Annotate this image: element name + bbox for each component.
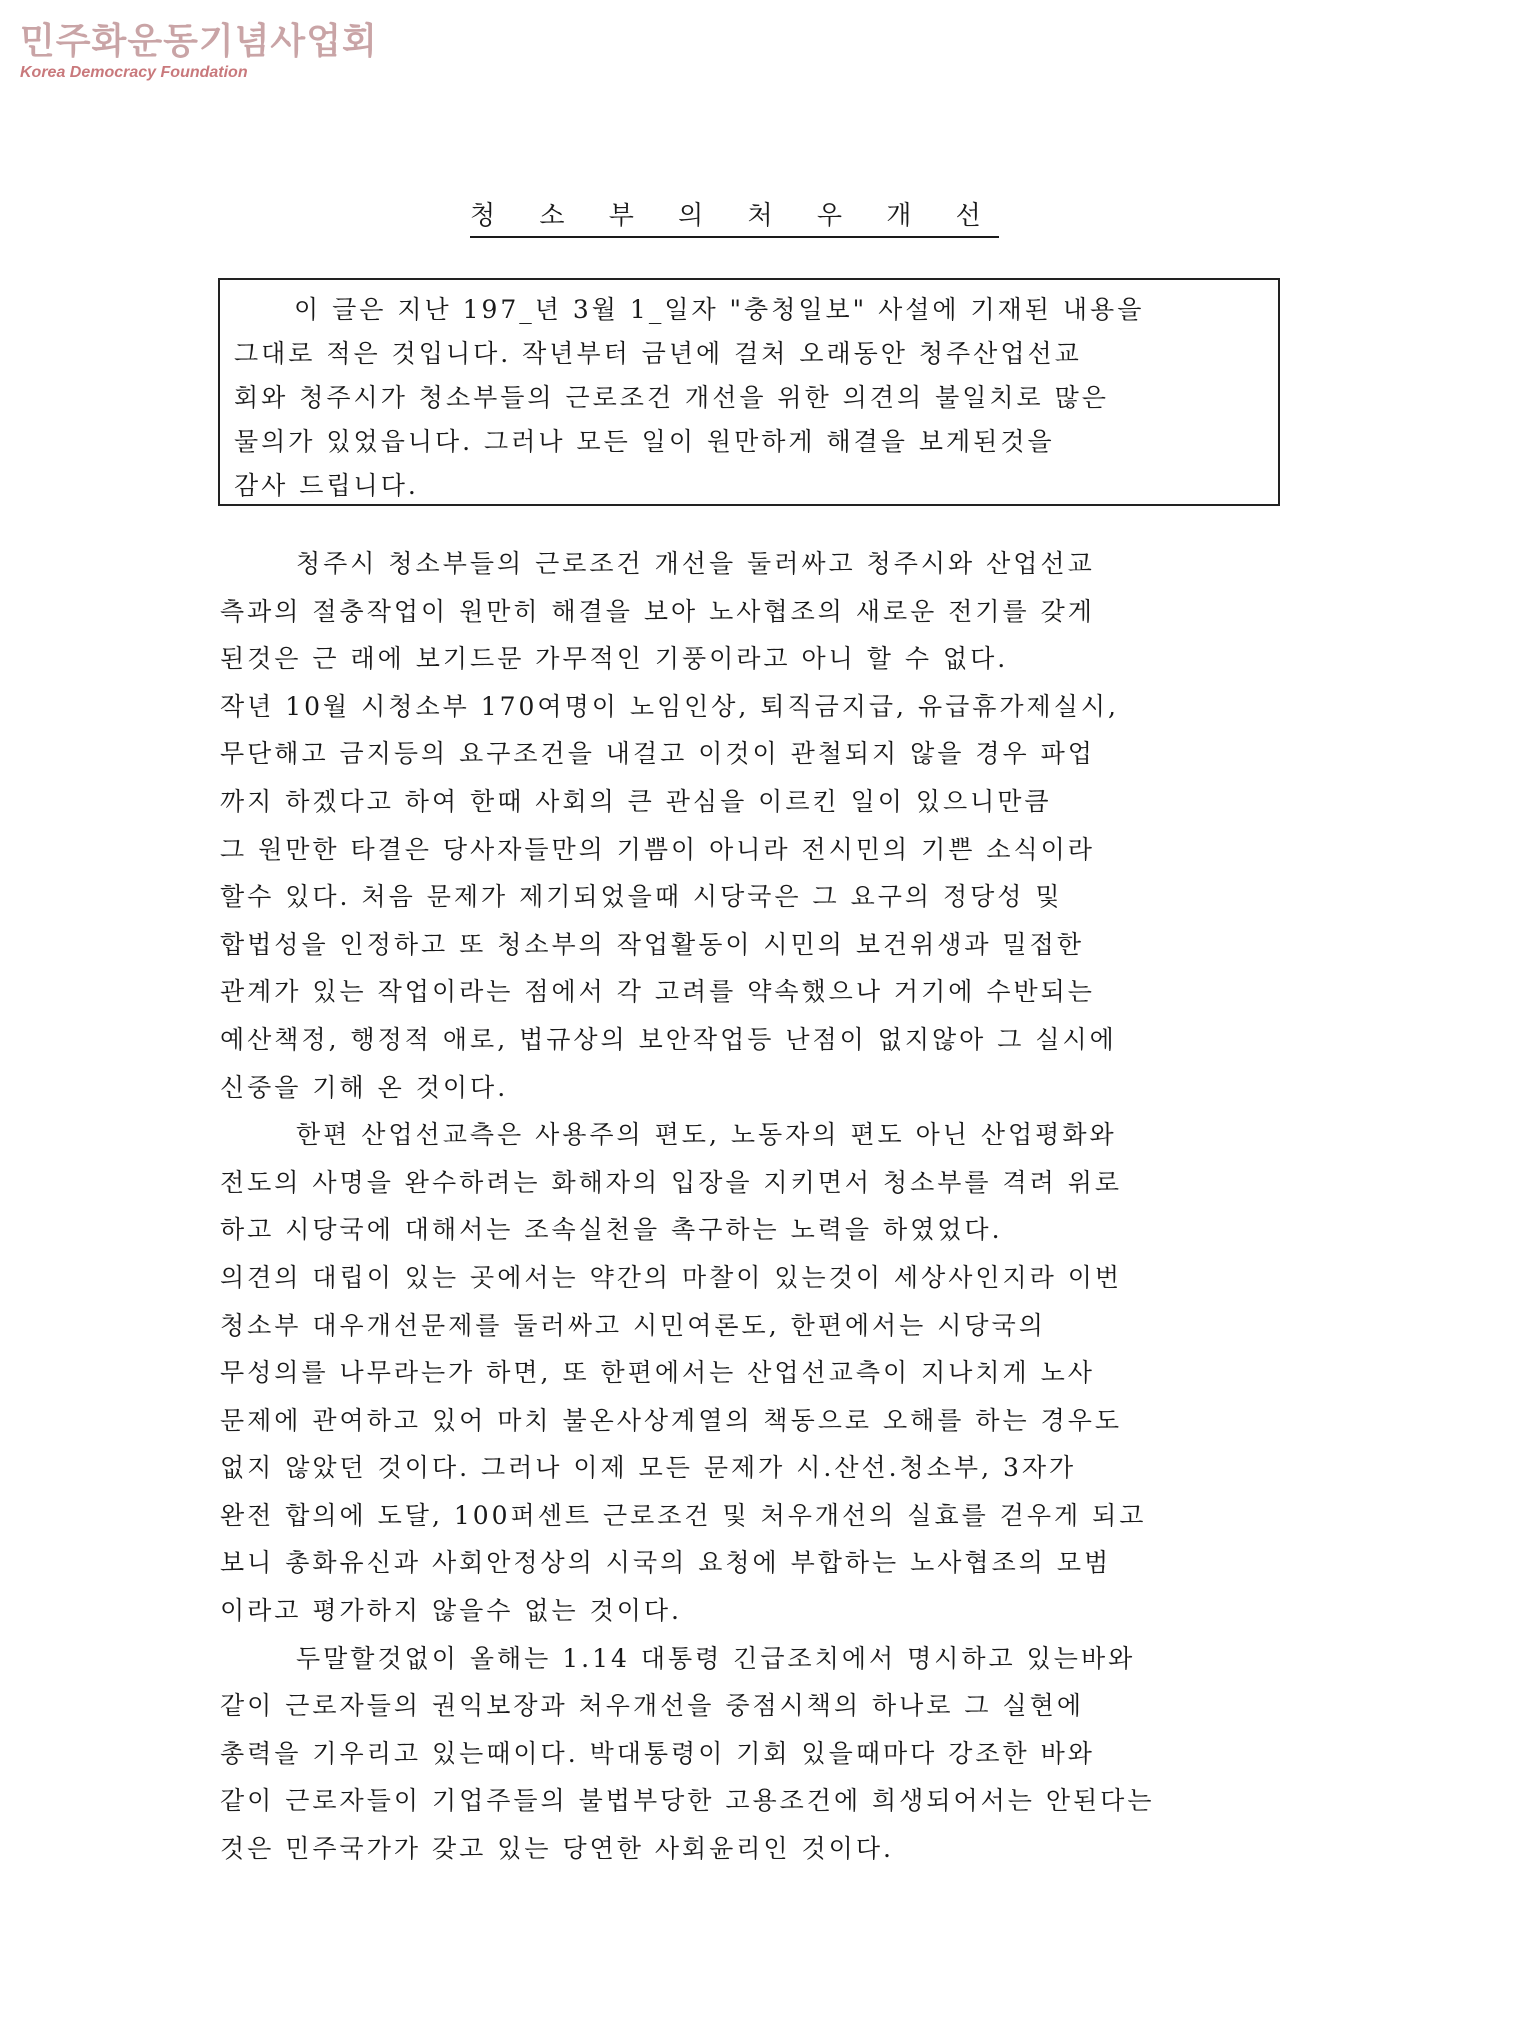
body-line: 같이 근로자들이 기업주들의 불법부당한 고용조건에 희생되어서는 안된다는 [220, 1786, 1155, 1816]
body-line: 작년 10월 시청소부 170여명이 노임인상, 퇴직금지급, 유급휴가제실시, [220, 691, 1119, 721]
watermark-korean-text: 민주화운동기념사업회 [20, 21, 378, 62]
body-line: 관계가 있는 작업이라는 점에서 각 고려를 약속했으나 거기에 수반되는 [220, 977, 1095, 1007]
document-title: 청 소 부 의 처 우 개 선 [470, 195, 999, 238]
body-line: 할수 있다. 처음 문제가 제기되었을때 시당국은 그 요구의 정당성 및 [220, 882, 1063, 912]
body-line: 무단해고 금지등의 요구조건을 내걸고 이것이 관철되지 않을 경우 파업 [220, 739, 1095, 769]
note-line: 물의가 있었읍니다. 그러나 모든 일이 원만하게 해결을 보게된것을 [234, 427, 1055, 456]
document-body [220, 540, 1330, 1873]
body-line: 청주시 청소부들의 근로조건 개선을 둘러싸고 청주시와 산업선교 [296, 549, 1095, 578]
watermark-english-text: Korea Democracy Foundation [20, 64, 248, 81]
body-line: 그 원만한 타결은 당사자들만의 기쁨이 아니라 전시민의 기쁜 소식이라 [220, 834, 1095, 864]
body-line: 것은 민주국가가 갖고 있는 당연한 사회윤리인 것이다. [220, 1834, 894, 1864]
body-line: 신중을 기해 온 것이다. [220, 1072, 509, 1102]
body-line: 까지 하겠다고 하여 한때 사회의 큰 관심을 이르킨 일이 있으니만큼 [220, 786, 1052, 816]
body-line: 완전 합의에 도달, 100퍼센트 근로조건 및 처우개선의 실효를 걷우게 되고 [220, 1500, 1147, 1530]
body-line: 한편 산업선교측은 사용주의 편도, 노동자의 편도 아닌 산업평화와 [296, 1120, 1117, 1150]
body-line: 하고 시당국에 대해서는 조속실천을 촉구하는 노력을 하였었다. [220, 1215, 1003, 1245]
body-line: 된것은 근 래에 보기드문 가무적인 기풍이라고 아니 할 수 없다. [220, 644, 1009, 674]
body-line: 청소부 대우개선문제를 둘러싸고 시민여론도, 한편에서는 시당국의 [220, 1310, 1046, 1340]
body-line: 없지 않았던 것이다. 그러나 이제 모든 문제가 시.산선.청소부, 3자가 [220, 1453, 1077, 1483]
body-line: 문제에 관여하고 있어 마치 불온사상계열의 책동으로 오해를 하는 경우도 [220, 1405, 1123, 1435]
note-line: 회와 청주시가 청소부들의 근로조건 개선을 위한 의견의 불일치로 많은 [234, 383, 1109, 412]
body-line: 전도의 사명을 완수하려는 화해자의 입장을 지키면서 청소부를 격려 위로 [220, 1167, 1123, 1197]
note-line: 이 글은 지난 197_년 3월 1_일자 "충청일보" 사설에 기재된 내용을 [294, 295, 1145, 324]
body-line: 보니 총화유신과 사회안정상의 시국의 요청에 부합하는 노사협조의 모범 [220, 1548, 1112, 1578]
editor-note-box [218, 278, 1280, 506]
body-line: 총력을 기우리고 있는때이다. 박대통령이 기회 있을때마다 강조한 바와 [220, 1738, 1095, 1768]
body-line: 예산책정, 행정적 애로, 법규상의 보안작업등 난점이 없지않아 그 실시에 [220, 1024, 1117, 1054]
body-line: 두말할것없이 올해는 1.14 대통령 긴급조치에서 명시하고 있는바와 [296, 1643, 1136, 1673]
body-line: 무성의를 나무라는가 하면, 또 한편에서는 산업선교측이 지나치게 노사 [220, 1358, 1095, 1388]
body-line: 측과의 절충작업이 원만히 해결을 보아 노사협조의 새로운 전기를 갖게 [220, 596, 1095, 626]
watermark-logo [20, 22, 378, 82]
body-line: 같이 근로자들의 권익보장과 처우개선을 중점시책의 하나로 그 실현에 [220, 1691, 1084, 1721]
note-line: 그대로 적은 것입니다. 작년부터 금년에 걸처 오래동안 청주산업선교 [234, 339, 1082, 368]
note-line: 감사 드립니다. [234, 471, 419, 500]
body-line: 합법성을 인정하고 또 청소부의 작업활동이 시민의 보건위생과 밀접한 [220, 929, 1084, 959]
body-line: 이라고 평가하지 않을수 없는 것이다. [220, 1596, 682, 1626]
body-line: 의견의 대립이 있는 곳에서는 약간의 마찰이 있는것이 세상사인지라 이번 [220, 1262, 1123, 1292]
